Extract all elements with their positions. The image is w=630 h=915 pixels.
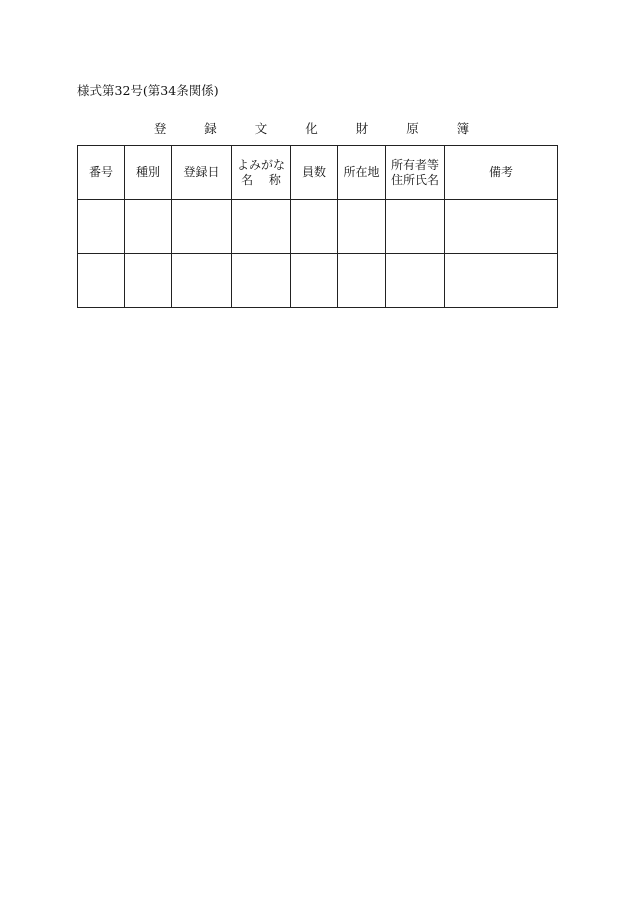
header-type-label: 種別 <box>135 165 160 179</box>
table-cell <box>445 200 558 254</box>
table-cell <box>232 254 291 308</box>
table-cell <box>291 200 338 254</box>
header-registration-date <box>172 146 232 200</box>
header-remarks-label: 備考 <box>488 165 513 179</box>
table-cell <box>232 200 291 254</box>
header-number <box>78 146 125 200</box>
header-owner <box>386 146 445 200</box>
ledger-title: 登 録 文 化 財 原 簿 <box>153 121 487 136</box>
table-cell <box>78 254 125 308</box>
form-number: 様式第32号(第34条関係) <box>77 83 219 98</box>
header-name <box>232 146 291 200</box>
header-location <box>338 146 386 200</box>
header-owner-line2: 住所氏名 <box>390 172 439 187</box>
header-count-label: 員数 <box>301 165 326 179</box>
registry-table <box>77 145 558 308</box>
table-cell <box>445 254 558 308</box>
table-cell <box>172 200 232 254</box>
header-number-label: 番号 <box>88 165 113 179</box>
table-cell <box>338 254 386 308</box>
table-cell <box>338 200 386 254</box>
table-cell <box>125 200 172 254</box>
header-name-reading: よみがな <box>236 157 285 172</box>
header-type <box>125 146 172 200</box>
table-cell <box>172 254 232 308</box>
table-cell <box>125 254 172 308</box>
header-location-label: 所在地 <box>343 165 380 179</box>
header-owner-line1: 所有者等 <box>390 157 439 172</box>
header-count <box>291 146 338 200</box>
table-header-row <box>78 146 558 200</box>
table-cell <box>386 254 445 308</box>
table-cell <box>386 200 445 254</box>
table-cell <box>78 200 125 254</box>
table-cell <box>291 254 338 308</box>
header-registration-date-label: 登録日 <box>183 165 220 179</box>
table-row <box>78 254 558 308</box>
header-remarks <box>445 146 558 200</box>
header-name-label: 名 称 <box>241 172 287 187</box>
table-row <box>78 200 558 254</box>
